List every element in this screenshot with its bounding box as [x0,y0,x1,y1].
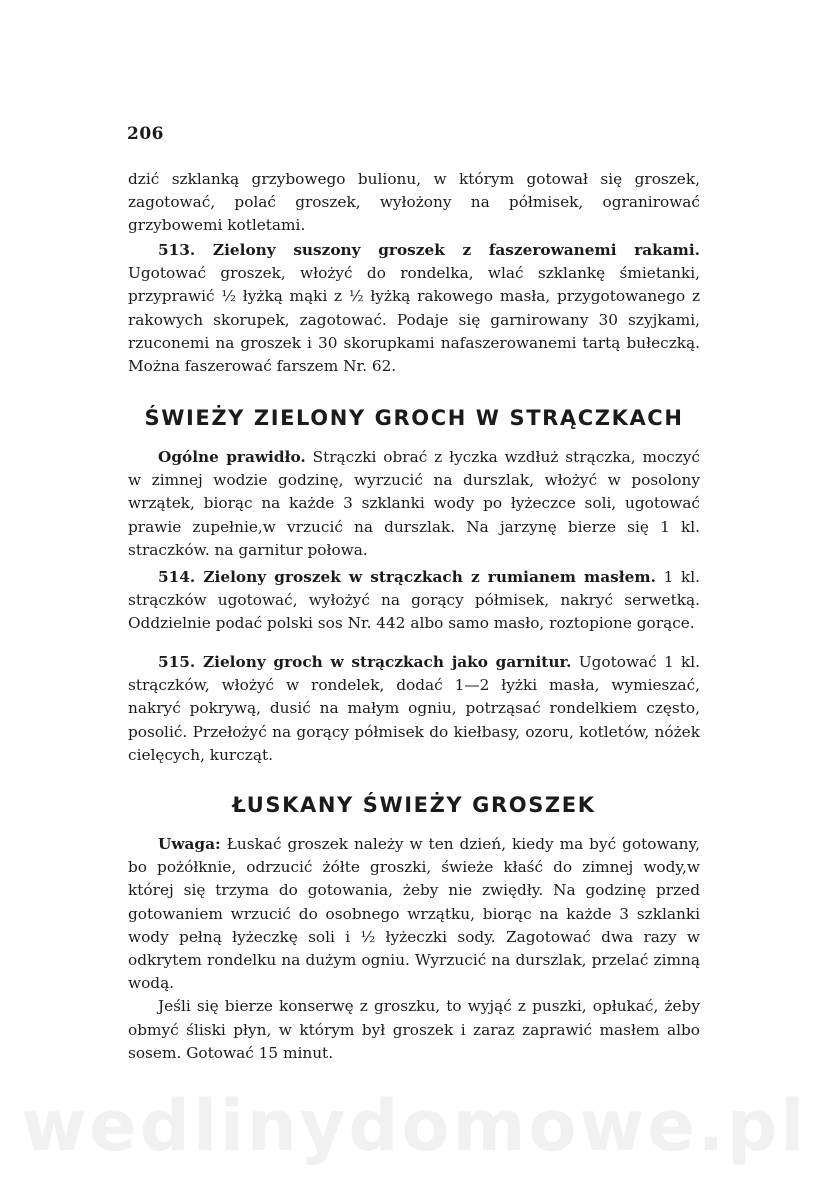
general-rule-label: Ogólne prawidło. [158,448,306,466]
note-paragraph [128,833,700,995]
recipe-515-title: 515. Zielony groch w strączkach jako garnitur. [158,653,572,671]
general-rule [128,446,700,562]
canned-peas-paragraph: Jeśli się bierze konserwę z groszku, to wyjąć z puszki, opłukać, żeby obmyć śliski płyn, w którym był groszek i zaraz zaprawić masłem albo sosem. Gotować 15 minut. [128,997,700,1062]
recipe-515-paragraph [128,651,700,767]
shelled-peas-note [128,833,700,1065]
recipe-513-paragraph [128,239,700,378]
note-text: Łuskać groszek należy w ten dzień, kiedy ma być gotowany, bo pożółknie, odrzucić żółte groszki, świeże kłaść do zimnej wody,w której się trzyma do gotowania, żeby nie zwiędły. Na godzinę przed gotowaniem wrzucić do osobnego wrzątku, biorąc na każde 3 szklanki wody pełną łyżeczkę soli i ½ łyżeczki sody. Zagotować dwa razy w odkrytem rondelku na dużym ogniu. Wyrzucić na durszlak, przelać zimną wodą. [128,835,700,993]
recipe-514 [128,566,700,636]
recipe-514-text: 1 kl. strączków ugotować, wyłożyć na gorący półmisek, nakryć serwetką. Oddzielnie podać polski sos Nr. 442 albo samo masło, roztopione gorące. [128,568,700,633]
recipe-514-title: 514. Zielony groszek w strączkach z rumianem masłem. [158,568,656,586]
page-number: 206 [127,124,164,144]
recipe-515-text: Ugotować 1 kl. strączków, włożyć w rondelek, dodać 1—2 łyżki masła, wymieszać, nakryć pokrywą, dusić na małym ogniu, potrząsać rondelkiem często, posolić. Przełożyć na gorący półmisek do kiełbasy, ozoru, kotletów, nóżek cielęcych, kurcząt. [128,653,700,764]
section-heading-shelled-peas: ŁUSKANY ŚWIEŻY GROSZEK [232,793,596,817]
note-label: Uwaga: [158,835,221,853]
watermark: wedlinydomowe.pl [21,1085,808,1167]
recipe-513 [128,239,700,378]
recipe-514-paragraph [128,566,700,636]
recipe-515 [128,651,700,767]
recipe-513-text: Ugotować groszek, włożyć do rondelka, wlać szklankę śmietanki, przyprawić ½ łyżką mąki z ½ łyżką rakowego masła, przygotowanego z rakowych skorupek, zagotować. Podaje się garnirowany 30 szyjkami, rzuconemi na groszek i 30 skorupkami nafaszerowanemi tartą bułeczką. Można faszerować farszem Nr. 62. [128,264,700,376]
intro-paragraph [128,168,700,238]
general-rule-paragraph [128,446,700,562]
recipe-513-title: 513. Zielony suszony groszek z faszerowanemi rakami. [158,241,700,259]
section-heading-fresh-peas-pods: ŚWIEŻY ZIELONY GROCH W STRĄCZKACH [144,406,684,430]
intro-text: dzić szklanką grzybowego bulionu, w którym gotował się groszek, zagotować, polać groszek, wyłożony na półmisek, ogranirować grzybowemi kotletami. [128,170,700,235]
general-rule-text: Strączki obrać z łyczka wzdłuż strączka, moczyć w zimnej wodzie godzinę, wyrzucić na durszlak, włożyć w posolony wrzątek, biorąc na każde 3 szklanki wody po łyżeczce soli, ugotować prawie zupełnie,w vrzucić na durszlak. Na jarzynę bierze się 1 kl. straczków. na garnitur połowa. [128,448,701,559]
